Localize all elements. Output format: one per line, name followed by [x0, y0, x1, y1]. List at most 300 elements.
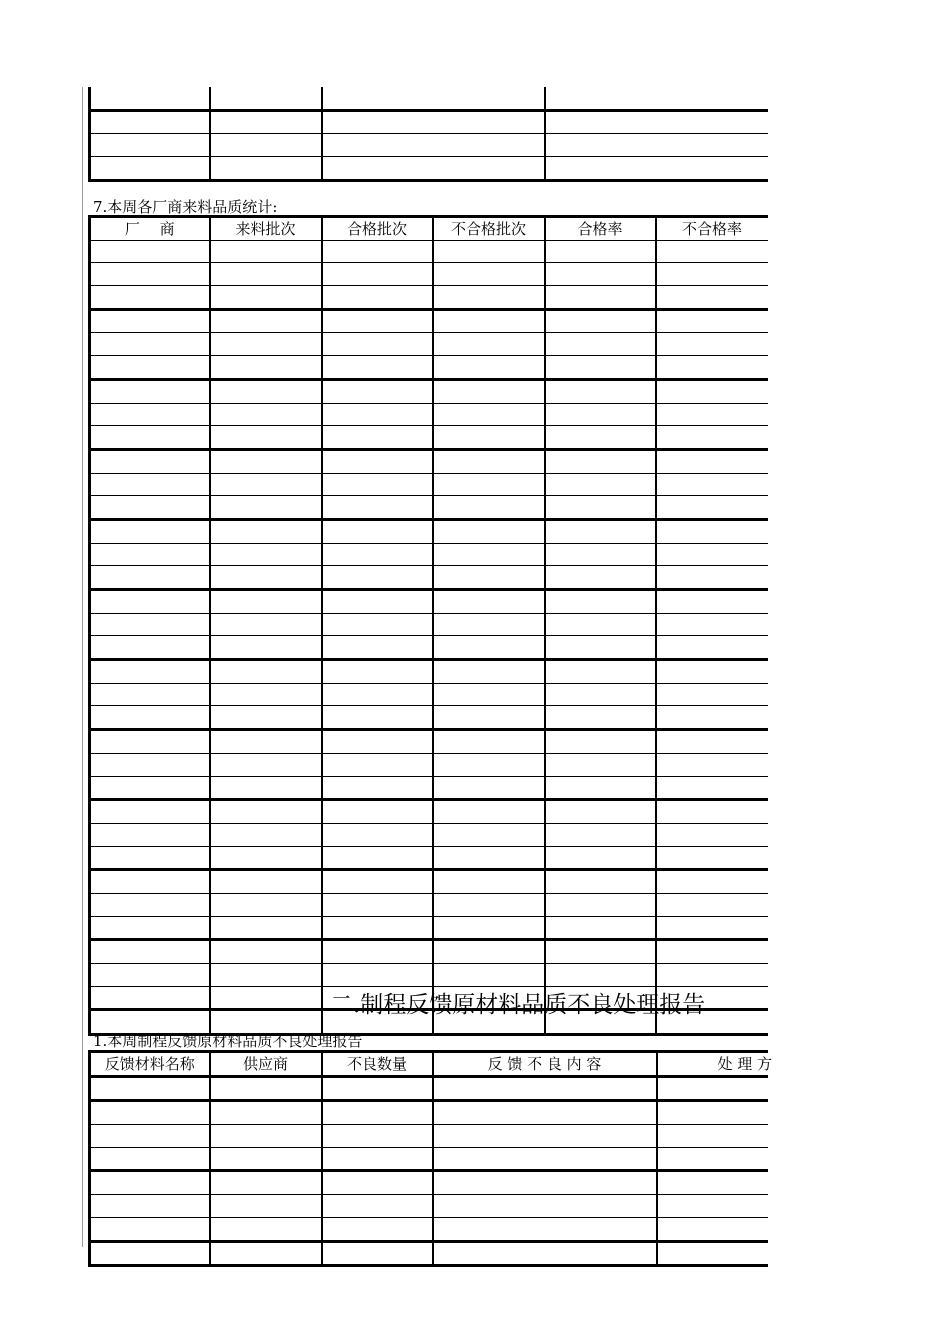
table-cell	[433, 823, 545, 846]
previous-section-table	[88, 87, 768, 182]
table-cell	[656, 776, 768, 800]
table-cell	[210, 333, 322, 356]
table-cell	[656, 636, 768, 660]
table-cell	[90, 1125, 210, 1148]
table-cell	[322, 1195, 433, 1218]
table-cell	[545, 590, 656, 614]
col-header-passed-lots: 合格批次	[322, 217, 433, 241]
table-cell	[545, 356, 656, 380]
table-cell	[433, 543, 545, 566]
table-cell	[90, 379, 210, 403]
table-cell	[545, 776, 656, 800]
table-cell	[210, 893, 322, 916]
table-cell	[90, 613, 210, 636]
table-cell	[322, 893, 433, 916]
table-cell	[656, 590, 768, 614]
table-cell	[433, 1171, 657, 1195]
table-cell	[433, 379, 545, 403]
table-cell	[322, 333, 433, 356]
table-cell	[656, 706, 768, 730]
table-cell	[90, 286, 210, 310]
table-row	[90, 286, 768, 310]
col-header-failed-lots: 不合格批次	[433, 217, 545, 241]
table-row	[90, 823, 768, 846]
table-cell	[545, 753, 656, 776]
table-cell	[545, 683, 656, 706]
table-cell	[545, 706, 656, 730]
table-cell	[433, 590, 545, 614]
table-cell	[656, 263, 768, 286]
table-cell	[322, 940, 433, 964]
table-cell	[656, 870, 768, 894]
table-cell	[210, 636, 322, 660]
table-cell	[433, 964, 545, 987]
table-cell	[210, 449, 322, 473]
table-cell	[322, 1125, 433, 1148]
table-cell	[90, 590, 210, 614]
table-row	[90, 916, 768, 940]
table-cell	[545, 660, 656, 684]
table-cell	[90, 1076, 210, 1101]
table-cell	[210, 800, 322, 824]
table-row	[90, 660, 768, 684]
table-row	[90, 730, 768, 754]
table-cell	[210, 1125, 322, 1148]
table-cell	[322, 263, 433, 286]
table-cell	[322, 776, 433, 800]
table-cell	[545, 870, 656, 894]
table-cell	[433, 613, 545, 636]
table-cell	[210, 916, 322, 940]
table-cell	[322, 240, 433, 263]
table-cell	[433, 730, 545, 754]
table-row	[90, 1241, 768, 1266]
table-cell	[90, 1241, 210, 1266]
table-cell	[656, 823, 768, 846]
table-cell	[322, 753, 433, 776]
table-cell	[90, 800, 210, 824]
table-cell	[210, 660, 322, 684]
table-row	[90, 870, 768, 894]
table-row	[90, 263, 768, 286]
table-cell	[322, 1217, 433, 1241]
table-cell	[545, 263, 656, 286]
table-cell	[322, 730, 433, 754]
table-row	[90, 1147, 768, 1171]
table-row	[90, 590, 768, 614]
table-cell	[656, 356, 768, 380]
table-cell	[90, 636, 210, 660]
table-row	[90, 1125, 768, 1148]
table-row	[90, 776, 768, 800]
table-cell	[545, 636, 656, 660]
table-cell	[210, 1010, 322, 1035]
table-row	[90, 940, 768, 964]
table-row	[90, 800, 768, 824]
table-cell	[322, 566, 433, 590]
table-cell	[433, 776, 545, 800]
table-cell	[545, 426, 656, 450]
table-cell	[90, 846, 210, 870]
table-cell	[90, 496, 210, 520]
table-cell	[545, 800, 656, 824]
table-cell	[545, 543, 656, 566]
table-cell	[433, 240, 545, 263]
table-cell	[656, 730, 768, 754]
table-cell	[210, 823, 322, 846]
table-cell	[210, 986, 322, 1010]
table-cell	[545, 286, 656, 310]
col-header-handling: 处 理 方	[657, 1052, 768, 1077]
table-cell	[210, 473, 322, 496]
col-header-vendor: 厂 商	[90, 217, 210, 241]
table-cell	[322, 870, 433, 894]
col-header-supplier: 供应商	[210, 1052, 322, 1077]
table-cell	[545, 449, 656, 473]
section-2-title: 二.制程反馈原材料品质不良处理报告	[330, 992, 706, 1018]
col-header-fail-rate: 不合格率	[656, 217, 768, 241]
table-cell	[656, 309, 768, 333]
table-cell	[322, 379, 433, 403]
col-header-material-name: 反馈材料名称	[90, 1052, 210, 1077]
table-cell	[210, 870, 322, 894]
table-row	[90, 134, 768, 157]
table-row	[90, 1195, 768, 1218]
table-cell	[322, 1147, 433, 1171]
table-cell	[90, 1171, 210, 1195]
table-cell	[322, 449, 433, 473]
table-cell	[433, 1101, 657, 1125]
table-cell	[545, 566, 656, 590]
table-cell	[90, 1010, 210, 1035]
table-cell	[90, 519, 210, 543]
table-row	[90, 706, 768, 730]
table-cell	[656, 940, 768, 964]
table-cell	[210, 1171, 322, 1195]
table-cell	[90, 403, 210, 426]
table-cell	[90, 776, 210, 800]
table-cell	[322, 519, 433, 543]
table-cell	[90, 566, 210, 590]
table-cell	[545, 846, 656, 870]
table-row	[90, 157, 768, 181]
table-row	[90, 753, 768, 776]
table-cell	[433, 403, 545, 426]
table-cell	[433, 1147, 657, 1171]
table-row	[90, 449, 768, 473]
table-cell	[433, 683, 545, 706]
table-cell	[545, 240, 656, 263]
table-cell	[657, 1217, 768, 1241]
table-cell	[322, 1101, 433, 1125]
table-cell	[656, 893, 768, 916]
table-cell	[210, 964, 322, 987]
table-cell	[545, 940, 656, 964]
table-cell	[210, 940, 322, 964]
table-cell	[90, 473, 210, 496]
section-2-subtitle: 1.本周制程反馈原材料品质不良处理报告	[93, 1032, 363, 1050]
table-cell	[90, 706, 210, 730]
table-cell	[210, 309, 322, 333]
table-header-row	[90, 217, 768, 241]
table-cell	[90, 356, 210, 380]
table-row	[90, 473, 768, 496]
table-cell	[90, 426, 210, 450]
table-cell	[656, 473, 768, 496]
table-cell	[545, 916, 656, 940]
table-cell	[90, 1217, 210, 1241]
table-cell	[545, 823, 656, 846]
table-cell	[90, 893, 210, 916]
table-header-row	[90, 1052, 768, 1077]
table-cell	[433, 940, 545, 964]
table-cell	[90, 309, 210, 333]
table-cell	[210, 613, 322, 636]
table-cell	[545, 613, 656, 636]
section-7-title: 7.本周各厂商来料品质统计:	[93, 198, 278, 216]
table-cell	[90, 964, 210, 987]
table-cell	[210, 496, 322, 520]
table-cell	[210, 356, 322, 380]
table-cell	[322, 636, 433, 660]
table-cell	[210, 426, 322, 450]
table-cell	[657, 1076, 768, 1101]
table-cell	[656, 240, 768, 263]
table-cell	[656, 683, 768, 706]
table-cell	[322, 916, 433, 940]
table-cell	[90, 753, 210, 776]
table-row	[90, 636, 768, 660]
table-row	[90, 519, 768, 543]
table-cell	[322, 496, 433, 520]
table-cell	[433, 1241, 657, 1266]
table-cell	[210, 519, 322, 543]
table-row	[90, 1217, 768, 1241]
table-cell	[433, 426, 545, 450]
table-cell	[210, 240, 322, 263]
table-cell	[90, 730, 210, 754]
table-cell	[210, 730, 322, 754]
table-cell	[656, 916, 768, 940]
table-cell	[433, 1217, 657, 1241]
table-cell	[322, 683, 433, 706]
table-cell	[433, 660, 545, 684]
table-cell	[433, 356, 545, 380]
table-cell	[322, 1241, 433, 1266]
table-row	[90, 426, 768, 450]
table-cell	[90, 986, 210, 1010]
table-cell	[322, 660, 433, 684]
table-row	[90, 964, 768, 987]
table-cell	[433, 1195, 657, 1218]
table-cell	[433, 893, 545, 916]
table-row	[90, 333, 768, 356]
table-cell	[433, 449, 545, 473]
table-cell	[656, 613, 768, 636]
table-cell	[545, 893, 656, 916]
table-cell	[210, 753, 322, 776]
table-row	[90, 379, 768, 403]
table-cell	[210, 590, 322, 614]
table-cell	[545, 519, 656, 543]
table-cell	[656, 403, 768, 426]
table-cell	[322, 403, 433, 426]
table-cell	[90, 660, 210, 684]
table-row	[90, 566, 768, 590]
table-cell	[210, 543, 322, 566]
table-row	[90, 496, 768, 520]
table-cell	[210, 1076, 322, 1101]
table-cell	[322, 846, 433, 870]
table-row	[90, 309, 768, 333]
table-cell	[322, 473, 433, 496]
table-cell	[657, 1147, 768, 1171]
table-cell	[210, 776, 322, 800]
table-cell	[322, 964, 433, 987]
table-cell	[90, 240, 210, 263]
table-row	[90, 356, 768, 380]
defect-feedback-table	[88, 1050, 773, 1267]
table-row	[90, 240, 768, 263]
table-row	[90, 403, 768, 426]
table-cell	[90, 940, 210, 964]
table-cell	[545, 333, 656, 356]
table-row	[90, 1076, 768, 1101]
table-cell	[210, 1241, 322, 1266]
table-cell	[322, 590, 433, 614]
table-row	[90, 846, 768, 870]
col-header-defect-qty: 不良数量	[322, 1052, 433, 1077]
table-cell	[433, 473, 545, 496]
table-cell	[656, 964, 768, 987]
table-cell	[433, 800, 545, 824]
table-cell	[545, 964, 656, 987]
table-cell	[90, 870, 210, 894]
table-cell	[90, 1147, 210, 1171]
table-cell	[657, 1125, 768, 1148]
table-cell	[90, 683, 210, 706]
table-cell	[657, 1101, 768, 1125]
table-cell	[656, 496, 768, 520]
table-cell	[433, 519, 545, 543]
table-cell	[210, 286, 322, 310]
table-cell	[90, 1101, 210, 1125]
table-cell	[90, 333, 210, 356]
table-cell	[433, 916, 545, 940]
table-cell	[433, 1076, 657, 1101]
table-cell	[656, 426, 768, 450]
table-cell	[656, 519, 768, 543]
table-row	[90, 1171, 768, 1195]
table-cell	[90, 263, 210, 286]
table-cell	[90, 916, 210, 940]
table-cell	[322, 356, 433, 380]
table-cell	[210, 1217, 322, 1241]
table-row	[90, 1101, 768, 1125]
table-row	[90, 110, 768, 134]
vendor-quality-table	[88, 215, 768, 1036]
table-cell	[322, 426, 433, 450]
table-cell	[433, 496, 545, 520]
table-cell	[322, 1076, 433, 1101]
table-cell	[322, 823, 433, 846]
table-cell	[656, 379, 768, 403]
table-cell	[657, 1171, 768, 1195]
table-cell	[433, 846, 545, 870]
table-cell	[210, 1101, 322, 1125]
table-cell	[210, 263, 322, 286]
table-cell	[656, 800, 768, 824]
table-cell	[545, 730, 656, 754]
table-cell	[90, 823, 210, 846]
table-cell	[433, 753, 545, 776]
table-cell	[433, 286, 545, 310]
sheet-left-edge	[82, 87, 83, 1247]
table-cell	[322, 613, 433, 636]
table-row	[90, 683, 768, 706]
table-cell	[545, 403, 656, 426]
table-cell	[656, 333, 768, 356]
table-cell	[322, 309, 433, 333]
table-cell	[433, 333, 545, 356]
table-cell	[656, 846, 768, 870]
table-row	[90, 87, 768, 110]
table-cell	[545, 379, 656, 403]
table-row	[90, 543, 768, 566]
table-cell	[433, 870, 545, 894]
table-cell	[322, 286, 433, 310]
table-cell	[90, 543, 210, 566]
table-cell	[656, 286, 768, 310]
table-row	[90, 893, 768, 916]
table-cell	[322, 543, 433, 566]
table-cell	[656, 543, 768, 566]
table-cell	[322, 1171, 433, 1195]
table-cell	[545, 473, 656, 496]
table-cell	[210, 566, 322, 590]
table-cell	[433, 566, 545, 590]
table-cell	[210, 403, 322, 426]
table-cell	[433, 706, 545, 730]
table-cell	[433, 263, 545, 286]
table-cell	[322, 800, 433, 824]
table-cell	[656, 753, 768, 776]
table-cell	[90, 1195, 210, 1218]
col-header-pass-rate: 合格率	[545, 217, 656, 241]
table-cell	[322, 706, 433, 730]
col-header-defect-content: 反 馈 不 良 内 容	[433, 1052, 657, 1077]
table-cell	[433, 636, 545, 660]
table-cell	[656, 660, 768, 684]
table-cell	[210, 706, 322, 730]
table-cell	[210, 683, 322, 706]
table-cell	[657, 1195, 768, 1218]
table-cell	[210, 846, 322, 870]
table-cell	[657, 1241, 768, 1266]
table-cell	[210, 1147, 322, 1171]
table-cell	[433, 1125, 657, 1148]
table-cell	[656, 566, 768, 590]
table-cell	[210, 379, 322, 403]
table-cell	[433, 309, 545, 333]
col-header-incoming-lots: 来料批次	[210, 217, 322, 241]
table-cell	[545, 309, 656, 333]
table-cell	[656, 449, 768, 473]
table-cell	[90, 449, 210, 473]
table-cell	[210, 1195, 322, 1218]
table-cell	[545, 496, 656, 520]
table-row	[90, 613, 768, 636]
